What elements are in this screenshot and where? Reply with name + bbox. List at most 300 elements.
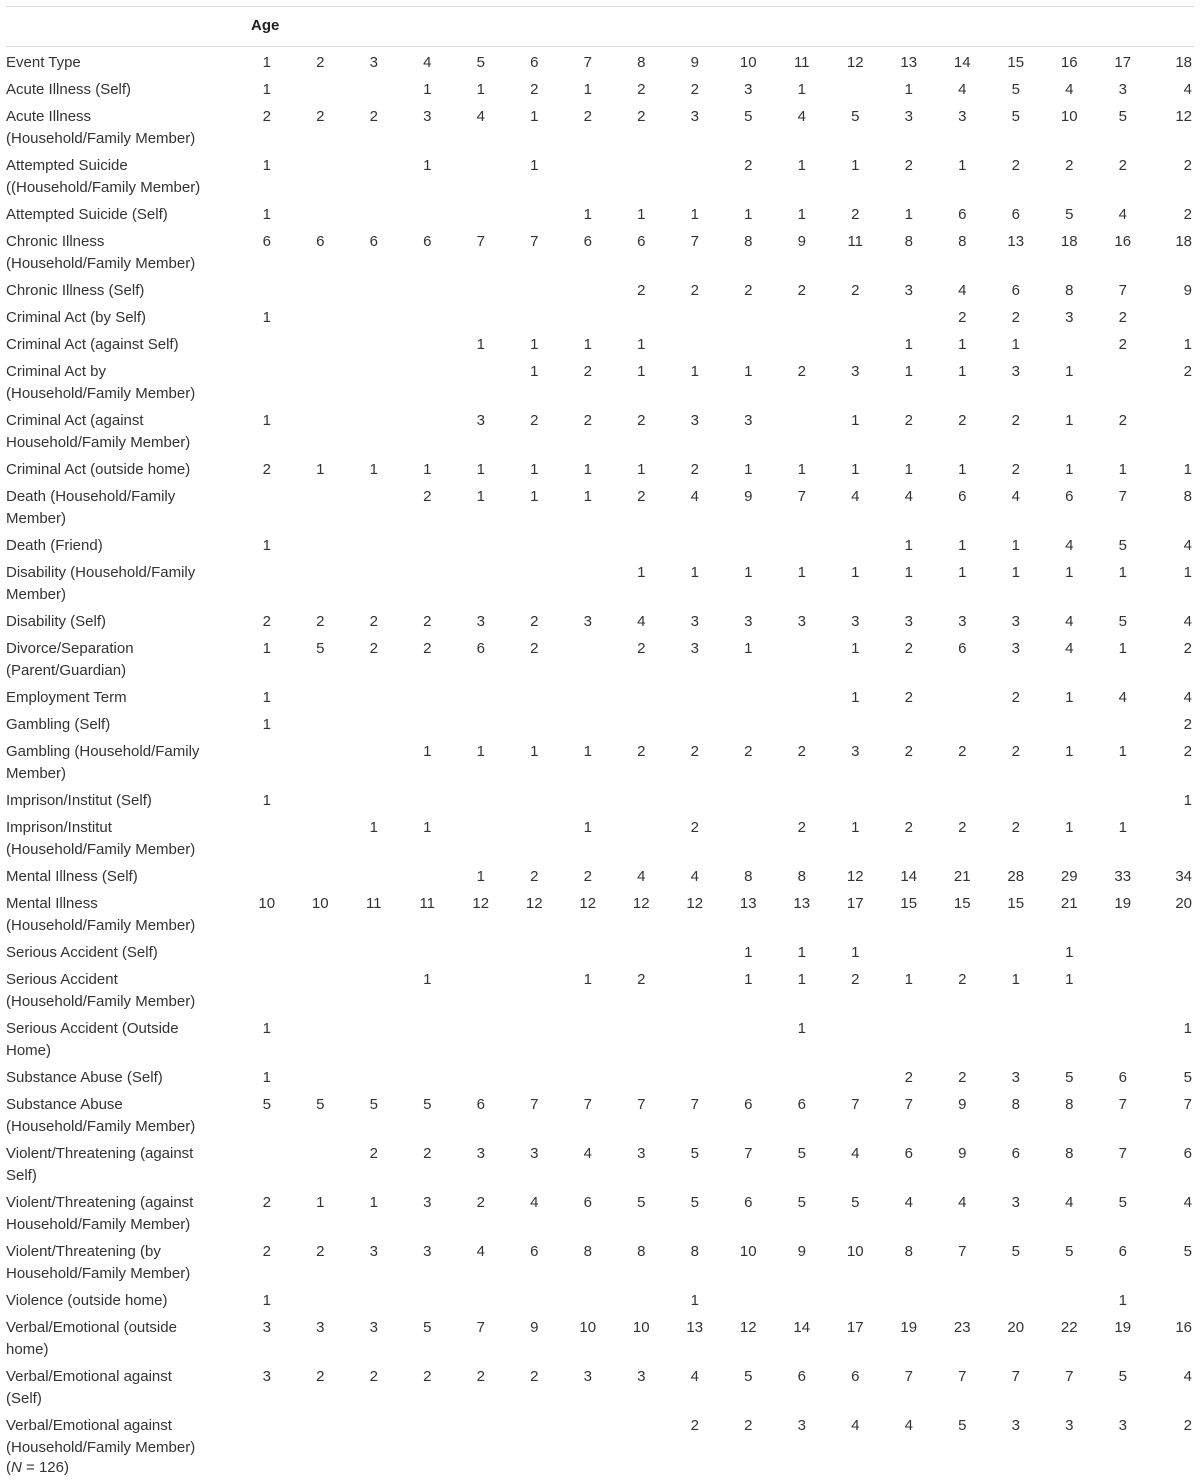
cell-age-8: 1 (637, 336, 646, 353)
cell-age-4 (401, 562, 455, 611)
cell-age-11 (775, 714, 829, 741)
cell-age-8: 2 (637, 81, 646, 98)
cell-age-3: 2 (369, 1368, 378, 1385)
cell-age-10: 2 (744, 743, 753, 760)
cell-age-11: 1 (797, 81, 806, 98)
cell-age-10 (722, 687, 776, 714)
cell-age-2 (294, 1290, 348, 1317)
cell-age-13: 19 (900, 1319, 918, 1336)
row-label-line: Criminal Act by (6, 363, 107, 380)
cell-age-8: 2 (637, 640, 646, 657)
cell-age-10: 7 (744, 1145, 753, 1162)
cell-age-14: 7 (958, 1243, 967, 1260)
table-row (0, 459, 1200, 486)
cell-age-2 (294, 687, 348, 714)
cell-age-13: 1 (904, 336, 913, 353)
row-label-line: (Household/Family Member) (6, 841, 196, 858)
cell-age-5: 4 (476, 108, 485, 125)
cell-age-11 (775, 535, 829, 562)
age-column-8: 8 (637, 54, 646, 71)
row-label (0, 307, 240, 334)
cell-age-11 (775, 1290, 829, 1317)
cell-age-7: 2 (583, 412, 592, 429)
table-row (0, 79, 1200, 106)
cell-age-5 (454, 1415, 508, 1464)
cell-age-1: 1 (262, 412, 271, 429)
cell-age-9 (668, 790, 722, 817)
cell-age-5 (454, 155, 508, 204)
cell-age-7: 1 (583, 206, 592, 223)
cell-age-17: 5 (1118, 108, 1127, 125)
cell-age-11: 1 (797, 157, 806, 174)
cell-age-4 (401, 1067, 455, 1094)
table-row (0, 942, 1200, 969)
cell-age-3: 5 (369, 1096, 378, 1113)
cell-age-5: 2 (476, 1368, 485, 1385)
cell-age-3 (347, 1067, 401, 1094)
cell-age-14: 4 (958, 1194, 967, 1211)
cell-age-3 (347, 79, 401, 106)
cell-age-13: 15 (900, 895, 918, 912)
cell-age-9: 5 (690, 1194, 699, 1211)
age-header: Age (251, 17, 280, 34)
cell-age-2: 5 (316, 1096, 325, 1113)
cell-age-14: 15 (953, 895, 971, 912)
row-label-line: Acute Illness (6, 108, 92, 125)
cell-age-11: 1 (797, 461, 806, 478)
cell-age-13 (882, 1290, 936, 1317)
cell-age-17: 1 (1118, 564, 1127, 581)
cell-age-17: 5 (1118, 613, 1127, 630)
row-label (0, 1317, 240, 1366)
cell-age-11: 13 (793, 895, 811, 912)
cell-age-14: 2 (958, 971, 967, 988)
cell-age-1 (240, 334, 294, 361)
cell-age-4: 1 (423, 971, 432, 988)
table-row (0, 1067, 1200, 1094)
cell-age-14: 2 (958, 743, 967, 760)
cell-age-9: 13 (686, 1319, 704, 1336)
cell-age-11: 3 (797, 613, 806, 630)
cell-age-16 (1043, 714, 1097, 741)
cell-age-5: 7 (476, 1319, 485, 1336)
row-label-line: Self) (6, 1167, 37, 1184)
cell-age-9: 2 (690, 81, 699, 98)
cell-age-7: 1 (583, 819, 592, 836)
cell-age-1: 2 (262, 1194, 271, 1211)
cell-age-13: 1 (904, 363, 913, 380)
cell-age-9: 2 (690, 1417, 699, 1434)
cell-age-1: 1 (262, 206, 271, 223)
cell-age-9: 3 (690, 108, 699, 125)
cell-age-7: 10 (579, 1319, 597, 1336)
table-row (0, 638, 1200, 687)
cell-age-2: 1 (316, 461, 325, 478)
cell-age-15: 4 (1011, 488, 1020, 505)
row-label-line: Verbal/Emotional against (6, 1368, 172, 1385)
cell-age-2 (294, 361, 348, 410)
cell-age-18: 12 (1175, 108, 1192, 125)
cell-age-2 (294, 334, 348, 361)
cell-age-18: 4 (1183, 81, 1192, 98)
cell-age-18: 2 (1183, 363, 1192, 380)
cell-age-3 (347, 714, 401, 741)
table-row (0, 1094, 1200, 1143)
cell-age-16: 5 (1065, 1069, 1074, 1086)
table-row (0, 1143, 1200, 1192)
cell-age-4: 2 (423, 1368, 432, 1385)
cell-age-5 (454, 361, 508, 410)
table-row (0, 1241, 1200, 1290)
cell-age-1: 1 (262, 157, 271, 174)
cell-age-3 (347, 535, 401, 562)
cell-age-15 (989, 942, 1043, 969)
cell-age-18: 2 (1183, 640, 1192, 657)
cell-age-14: 3 (958, 108, 967, 125)
cell-age-12: 2 (851, 282, 860, 299)
cell-age-8: 1 (637, 564, 646, 581)
cell-age-10 (722, 535, 776, 562)
cell-age-13: 3 (904, 613, 913, 630)
row-label-line: Gambling (Self) (6, 716, 111, 733)
cell-age-17: 4 (1118, 689, 1127, 706)
cell-age-2 (294, 866, 348, 893)
cell-age-1 (240, 280, 294, 307)
cell-age-3: 1 (369, 461, 378, 478)
cell-age-18: 7 (1183, 1096, 1192, 1113)
cell-age-17: 4 (1118, 206, 1127, 223)
cell-age-1 (240, 486, 294, 535)
cell-age-13: 7 (904, 1096, 913, 1113)
cell-age-6: 2 (530, 412, 539, 429)
cell-age-12: 1 (851, 689, 860, 706)
cell-age-12: 10 (846, 1243, 864, 1260)
cell-age-2: 2 (316, 613, 325, 630)
cell-age-7: 1 (583, 81, 592, 98)
table-row (0, 106, 1200, 155)
cell-age-16: 3 (1065, 1417, 1074, 1434)
cell-age-11: 1 (797, 206, 806, 223)
cell-age-8: 4 (637, 868, 646, 885)
cell-age-10 (722, 1018, 776, 1067)
cell-age-1: 2 (262, 613, 271, 630)
cell-age-14: 1 (958, 461, 967, 478)
cell-age-13: 4 (904, 488, 913, 505)
cell-age-7 (561, 1415, 615, 1464)
cell-age-13: 2 (904, 819, 913, 836)
cell-age-9: 1 (690, 1292, 699, 1309)
cell-age-14: 4 (958, 282, 967, 299)
row-label-line: Substance Abuse (6, 1096, 123, 1113)
cell-age-2 (294, 562, 348, 611)
row-label-line: (Household/Family Member) (6, 130, 196, 147)
cell-age-4 (401, 204, 455, 231)
cell-age-17 (1096, 361, 1150, 410)
cell-age-1: 2 (262, 1243, 271, 1260)
cell-age-10: 3 (744, 81, 753, 98)
top-rule (6, 6, 1194, 7)
cell-age-13: 3 (904, 108, 913, 125)
cell-age-6 (508, 817, 562, 866)
row-label (0, 361, 240, 410)
cell-age-13 (882, 1018, 936, 1067)
cell-age-13 (882, 790, 936, 817)
cell-age-16: 22 (1060, 1319, 1078, 1336)
cell-age-10: 1 (744, 944, 753, 961)
cell-age-18 (1150, 817, 1200, 866)
cell-age-10: 3 (744, 613, 753, 630)
cell-age-12: 3 (851, 363, 860, 380)
cell-age-6 (508, 280, 562, 307)
cell-age-13: 2 (904, 689, 913, 706)
row-label-line: Chronic Illness (Self) (6, 282, 145, 299)
cell-age-10: 6 (744, 1194, 753, 1211)
cell-age-4: 2 (423, 613, 432, 630)
cell-age-3: 2 (369, 1145, 378, 1162)
cell-age-6 (508, 714, 562, 741)
cell-age-17: 5 (1118, 537, 1127, 554)
cell-age-5 (454, 687, 508, 714)
cell-age-17: 5 (1118, 1368, 1127, 1385)
row-label-line: Violent/Threatening (by (6, 1243, 161, 1260)
row-label (0, 893, 240, 942)
cell-age-9 (668, 307, 722, 334)
cell-age-18: 1 (1183, 461, 1192, 478)
cell-age-15: 2 (1011, 157, 1020, 174)
cell-age-12 (829, 307, 883, 334)
cell-age-14: 6 (958, 488, 967, 505)
age-column-14: 14 (953, 54, 971, 71)
cell-age-6 (508, 1415, 562, 1464)
table-row (0, 1415, 1200, 1464)
cell-age-4: 2 (423, 1145, 432, 1162)
cell-age-1 (240, 562, 294, 611)
row-label (0, 155, 240, 204)
row-label (0, 790, 240, 817)
cell-age-16 (1043, 1290, 1097, 1317)
cell-age-11: 14 (793, 1319, 811, 1336)
table-row (0, 714, 1200, 741)
cell-age-3 (347, 280, 401, 307)
cell-age-2 (294, 486, 348, 535)
cell-age-14: 1 (958, 564, 967, 581)
cell-age-5 (454, 714, 508, 741)
cell-age-2 (294, 204, 348, 231)
row-label (0, 638, 240, 687)
row-label-line: Serious Accident (6, 971, 118, 988)
cell-age-10: 6 (744, 1096, 753, 1113)
cell-age-12: 4 (851, 1417, 860, 1434)
cell-age-17: 19 (1114, 895, 1132, 912)
cell-age-15: 3 (1011, 1069, 1020, 1086)
cell-age-4 (401, 942, 455, 969)
cell-age-4: 3 (423, 1194, 432, 1211)
row-label-line: (Household/Family Member) (6, 993, 196, 1010)
cell-age-7: 1 (583, 743, 592, 760)
cell-age-7: 1 (583, 971, 592, 988)
cell-age-16: 5 (1065, 1243, 1074, 1260)
cell-age-13: 7 (904, 1368, 913, 1385)
cell-age-16: 10 (1060, 108, 1078, 125)
cell-age-1 (240, 817, 294, 866)
cell-age-2: 2 (316, 108, 325, 125)
cell-age-2: 3 (316, 1319, 325, 1336)
cell-age-14 (936, 790, 990, 817)
cell-age-14: 9 (958, 1096, 967, 1113)
cell-age-10 (722, 817, 776, 866)
cell-age-4: 5 (423, 1096, 432, 1113)
cell-age-9 (668, 535, 722, 562)
cell-age-7 (561, 1290, 615, 1317)
cell-age-15: 5 (1011, 81, 1020, 98)
cell-age-4: 5 (423, 1319, 432, 1336)
cell-age-14: 6 (958, 206, 967, 223)
cell-age-12 (829, 790, 883, 817)
cell-age-8 (615, 307, 669, 334)
cell-age-8 (615, 155, 669, 204)
cell-age-6 (508, 307, 562, 334)
cell-age-2 (294, 1415, 348, 1464)
cell-age-17: 19 (1114, 1319, 1132, 1336)
row-label (0, 942, 240, 969)
cell-age-16: 8 (1065, 1096, 1074, 1113)
cell-age-12: 2 (851, 206, 860, 223)
cell-age-18 (1150, 1290, 1200, 1317)
cell-age-17: 1 (1118, 743, 1127, 760)
cell-age-2 (294, 969, 348, 1018)
cell-age-15: 5 (1011, 1243, 1020, 1260)
cell-age-3 (347, 942, 401, 969)
cell-age-1: 5 (262, 1096, 271, 1113)
cell-age-11: 2 (797, 363, 806, 380)
row-label-line: Death (Friend) (6, 537, 103, 554)
cell-age-6: 2 (530, 868, 539, 885)
cell-age-12 (829, 535, 883, 562)
table-row (0, 893, 1200, 942)
cell-age-12 (829, 714, 883, 741)
cell-age-16: 4 (1065, 537, 1074, 554)
cell-age-18: 9 (1183, 282, 1192, 299)
row-label (0, 1366, 240, 1415)
cell-age-4 (401, 1290, 455, 1317)
cell-age-12: 5 (851, 108, 860, 125)
cell-age-13: 8 (904, 1243, 913, 1260)
age-column-11: 11 (793, 54, 810, 71)
cell-age-9: 4 (690, 868, 699, 885)
row-label (0, 1094, 240, 1143)
cell-age-16 (1043, 790, 1097, 817)
cell-age-2 (294, 1143, 348, 1192)
cell-age-17: 6 (1118, 1243, 1127, 1260)
cell-age-4: 3 (423, 1243, 432, 1260)
cell-age-7 (561, 155, 615, 204)
cell-age-10: 2 (744, 157, 753, 174)
row-label (0, 535, 240, 562)
cell-age-6 (508, 1067, 562, 1094)
cell-age-17: 2 (1118, 157, 1127, 174)
cell-age-8 (615, 942, 669, 969)
age-column-6: 6 (530, 54, 539, 71)
cell-age-11: 6 (797, 1096, 806, 1113)
cell-age-2: 2 (316, 1243, 325, 1260)
row-label (0, 741, 240, 790)
cell-age-2 (294, 741, 348, 790)
row-label (0, 562, 240, 611)
cell-age-4 (401, 410, 455, 459)
cell-age-16: 1 (1065, 944, 1074, 961)
cell-age-17: 3 (1118, 1417, 1127, 1434)
cell-age-3 (347, 687, 401, 714)
cell-age-1: 3 (262, 1319, 271, 1336)
cell-age-11 (775, 687, 829, 714)
cell-age-6: 12 (525, 895, 543, 912)
cell-age-6: 4 (530, 1194, 539, 1211)
cell-age-5: 1 (476, 461, 485, 478)
cell-age-11: 1 (797, 971, 806, 988)
cell-age-13: 3 (904, 282, 913, 299)
cell-age-6: 7 (530, 1096, 539, 1113)
cell-age-10 (722, 307, 776, 334)
cell-age-12: 7 (851, 1096, 860, 1113)
cell-age-1 (240, 866, 294, 893)
cell-age-14: 8 (958, 233, 967, 250)
row-label-line: (Household/Family Member) (6, 917, 196, 934)
row-label-line: (Household/Family Member) (6, 385, 196, 402)
cell-age-8: 1 (637, 461, 646, 478)
row-label-line: Household/Family Member) (6, 1265, 191, 1282)
cell-age-15: 3 (1011, 640, 1020, 657)
cell-age-3: 1 (369, 819, 378, 836)
cell-age-14: 1 (958, 363, 967, 380)
row-label-line: Serious Accident (Outside (6, 1020, 179, 1037)
cell-age-1: 1 (262, 640, 271, 657)
cell-age-8: 2 (637, 743, 646, 760)
cell-age-15: 2 (1011, 412, 1020, 429)
age-column-16: 16 (1060, 54, 1078, 71)
cell-age-13: 2 (904, 743, 913, 760)
cell-age-5: 1 (476, 488, 485, 505)
cell-age-5 (454, 204, 508, 231)
cell-age-3: 2 (369, 613, 378, 630)
cell-age-8: 3 (637, 1368, 646, 1385)
cell-age-10: 1 (744, 461, 753, 478)
cell-age-12 (829, 79, 883, 106)
sample-size-note (6, 1457, 69, 1479)
cell-age-15: 5 (1011, 108, 1020, 125)
cell-age-5 (454, 535, 508, 562)
cell-age-11 (775, 790, 829, 817)
cell-age-15 (989, 1018, 1043, 1067)
cell-age-3 (347, 334, 401, 361)
row-label-line: Member) (6, 510, 67, 527)
cell-age-12: 1 (851, 944, 860, 961)
cell-age-12: 11 (847, 233, 864, 250)
cell-age-12: 4 (851, 1145, 860, 1162)
cell-age-18: 16 (1175, 1319, 1192, 1336)
row-label-line: Member) (6, 765, 67, 782)
row-label (0, 1067, 240, 1094)
cell-age-1: 2 (262, 461, 271, 478)
cell-age-11 (775, 334, 829, 361)
cell-age-13: 4 (904, 1417, 913, 1434)
cell-age-16: 1 (1065, 461, 1074, 478)
cell-age-10 (722, 714, 776, 741)
cell-age-6 (508, 204, 562, 231)
cell-age-9: 8 (690, 1243, 699, 1260)
cell-age-1 (240, 1415, 294, 1464)
cell-age-6 (508, 942, 562, 969)
row-label (0, 1018, 240, 1067)
